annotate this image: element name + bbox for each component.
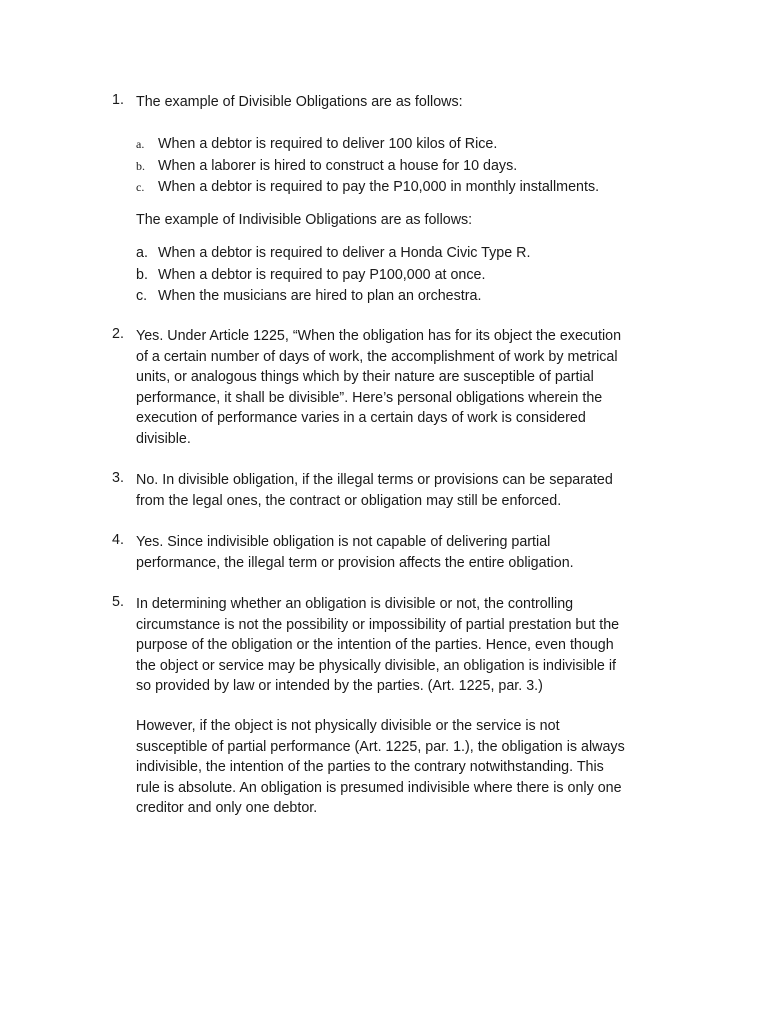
- paragraph-line: No. In divisible obligation, if the illegal terms or provisions can be separated: [136, 472, 613, 488]
- item-number: 3.: [112, 470, 124, 486]
- sub-item-text: When a laborer is hired to construct a house for 10 days.: [158, 157, 518, 174]
- sub-item-letter: b.: [136, 266, 148, 283]
- paragraph-line: creditor and only one debtor.: [136, 800, 318, 817]
- sub-item-text: When a debtor is required to pay the P10,000 in monthly installments.: [158, 179, 600, 196]
- paragraph-line: so provided by law or intended by the parties. (Art. 1225, par. 3.): [136, 678, 543, 695]
- paragraph-line: the object or service may be physically divisible, an obligation is indivisible if: [136, 657, 616, 674]
- item-paragraph: [136, 594, 680, 697]
- paragraph-line: In determining whether an obligation is divisible or not, the controlling: [136, 596, 574, 612]
- paragraph-line: divisible.: [136, 430, 191, 447]
- sub-item-text: When the musicians are hired to plan an orchestra.: [158, 288, 482, 305]
- sub-item-letter: c.: [136, 288, 148, 305]
- item-paragraph: [136, 326, 680, 450]
- sub-item-letter: b.: [136, 158, 145, 173]
- sub-list-item: [136, 177, 696, 199]
- paragraph-line: performance, it shall be divisible”. Here’s personal obligations wherein the: [136, 389, 603, 406]
- paragraph-line: indivisible, the intention of the parties to the contrary notwithstanding. This: [136, 759, 604, 776]
- sub-item-letter: a.: [136, 245, 148, 261]
- sub-list-item: [136, 286, 696, 308]
- paragraph-line: Yes. Under Article 1225, “When the obligation has for its object the execution: [136, 328, 622, 344]
- item-number: 1.: [112, 92, 124, 108]
- paragraph-line: purpose of the obligation or the intention of the parties. Hence, even though: [136, 637, 614, 654]
- paragraph-line: circumstance is not the possibility or impossibility of partial prestation but the: [136, 616, 620, 633]
- sub-item-text: When a debtor is required to deliver a Honda Civic Type R.: [158, 245, 531, 261]
- sub-list-item: [136, 243, 696, 265]
- item-intro: The example of Divisible Obligations are as follows:: [136, 94, 463, 110]
- paragraph-line: units, or analogous things which by their nature are susceptible of partial: [136, 369, 594, 386]
- sub-item-text: When a debtor is required to deliver 100 kilos of Rice.: [158, 136, 498, 152]
- item-number: 4.: [112, 532, 124, 548]
- item-number: 2.: [112, 326, 124, 342]
- paragraph-line: rule is absolute. An obligation is presumed indivisible where there is only one: [136, 779, 622, 796]
- paragraph-line: However, if the object is not physically divisible or the service is not: [136, 718, 560, 734]
- paragraph-line: from the legal ones, the contract or obligation may still be enforced.: [136, 492, 562, 509]
- sub-item-letter: c.: [136, 180, 145, 195]
- paragraph-line: execution of performance varies in a certain days of work is considered: [136, 410, 586, 427]
- paragraph-line: Yes. Since indivisible obligation is not capable of delivering partial: [136, 534, 551, 550]
- item-number: 5.: [112, 594, 124, 610]
- paragraph-line: of a certain number of days of work, the accomplishment of work by metrical: [136, 348, 618, 365]
- sub-list-item: [136, 156, 696, 178]
- item-paragraph: [136, 470, 680, 511]
- divisible-examples-list: [136, 134, 696, 199]
- paragraph-line: susceptible of partial performance (Art. 1225, par. 1.), the obligation is always: [136, 738, 625, 755]
- sub-item-letter: a.: [136, 137, 145, 151]
- item-paragraph: [136, 716, 680, 819]
- sub-list-item: [136, 134, 696, 156]
- paragraph-line: performance, the illegal term or provision affects the entire obligation.: [136, 554, 574, 571]
- indivisible-intro: The example of Indivisible Obligations are as follows:: [136, 212, 473, 228]
- sub-list-item: [136, 265, 696, 287]
- item-paragraph: [136, 532, 680, 573]
- indivisible-examples-list: [136, 243, 696, 308]
- sub-item-text: When a debtor is required to pay P100,000 at once.: [158, 266, 486, 283]
